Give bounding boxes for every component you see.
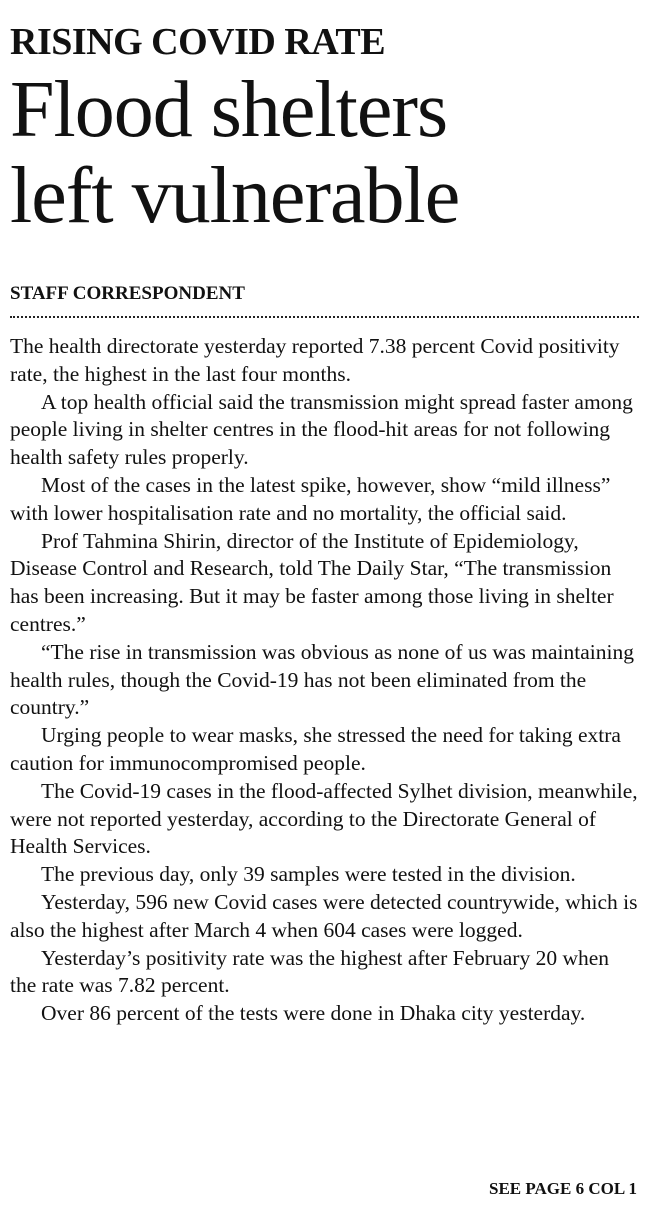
article-body xyxy=(10,333,639,1028)
byline: STAFF CORRESPONDENT xyxy=(10,283,245,304)
paragraph: Urging people to wear masks, she stressed the need for taking extra caution for immunocompromised people. xyxy=(10,723,621,775)
paragraph: A top health official said the transmission might spread faster among people living in shelter centres in the flood-hit areas for not following health safety rules properly. xyxy=(10,389,633,470)
headline xyxy=(10,67,639,239)
kicker: RISING COVID RATE xyxy=(10,21,386,63)
paragraph: Over 86 percent of the tests were done in Dhaka city yesterday. xyxy=(41,1001,586,1026)
paragraph: The health directorate yesterday reported 7.38 percent Covid positivity rate, the highest in the last four months. xyxy=(10,334,620,386)
paragraph: Yesterday, 596 new Covid cases were detected countrywide, which is also the highest after March 4 when 604 cases were logged. xyxy=(10,889,638,942)
paragraph: The previous day, only 39 samples were tested in the division. xyxy=(41,862,576,887)
headline-line-1: Flood shelters xyxy=(10,66,448,154)
paragraph: Yesterday’s positivity rate was the highest after February 20 when the rate was 7.82 percent. xyxy=(10,945,610,998)
continuation-reference: SEE PAGE 6 COL 1 xyxy=(489,1179,637,1198)
headline-line-2: left vulnerable xyxy=(10,152,460,240)
paragraph: Most of the cases in the latest spike, however, show “mild illness” with lower hospitalisation rate and no mortality, the official said. xyxy=(10,472,611,525)
dotted-divider xyxy=(10,316,639,318)
paragraph: The Covid-19 cases in the flood-affected Sylhet division, meanwhile, were not reported yesterday, according to the Directorate General of Health Services. xyxy=(10,778,638,859)
paragraph: “The rise in transmission was obvious as none of us was maintaining health rules, though the Covid-19 has not been eliminated from the country.” xyxy=(10,639,634,720)
paragraph: Prof Tahmina Shirin, director of the Institute of Epidemiology, Disease Control and Research, told The Daily Star, “The transmission has been increasing. But it may be faster among those living in shelter centres.” xyxy=(10,528,614,636)
news-article xyxy=(10,0,639,1198)
